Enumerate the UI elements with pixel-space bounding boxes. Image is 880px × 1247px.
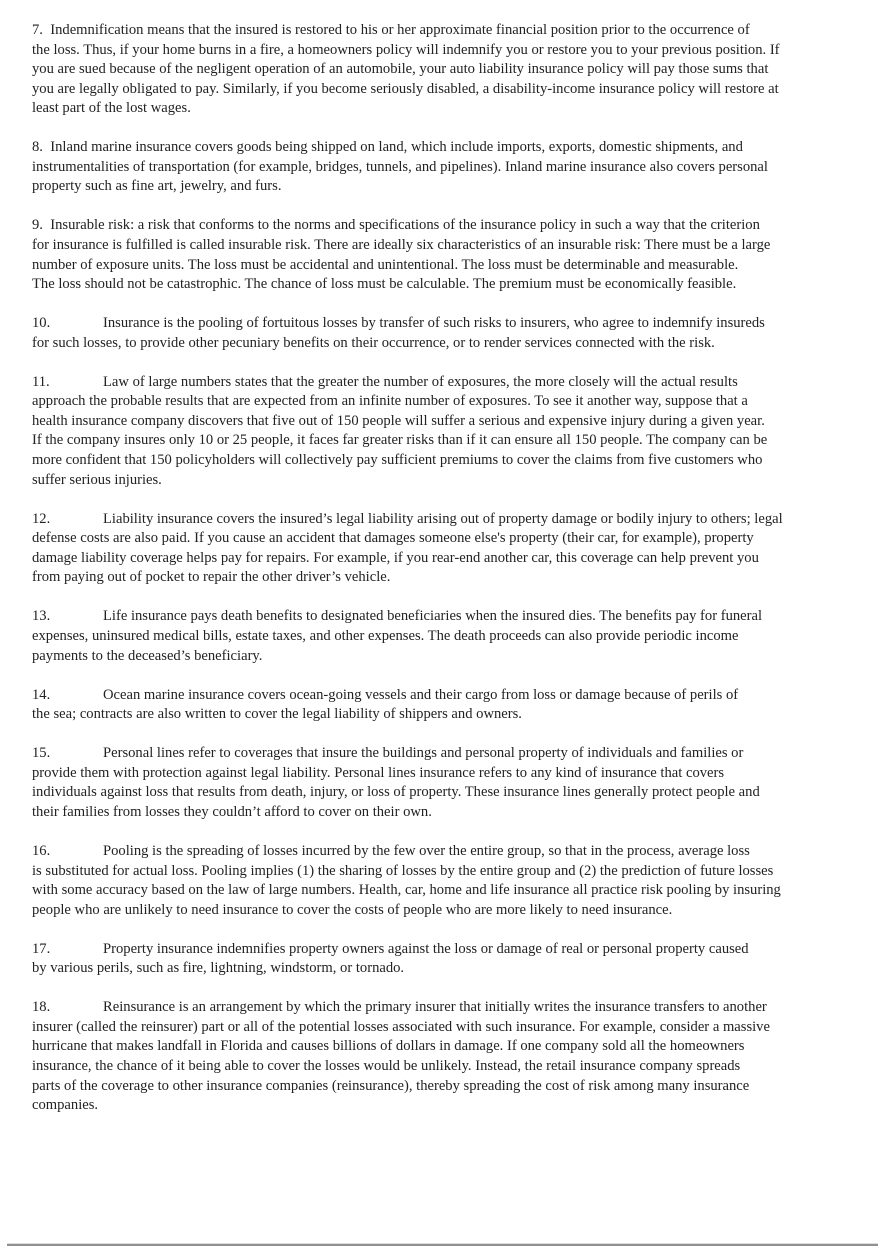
text-line (32, 940, 802, 960)
paragraph-number: 8. (32, 139, 43, 156)
line-text: you are legally obligated to pay. Similarly, if you become seriously disabled, a disability-income insurance policy will restore at (32, 80, 779, 97)
numbered-paragraph (32, 373, 802, 490)
numbered-paragraph (32, 842, 802, 920)
text-line (32, 959, 802, 979)
text-line (32, 60, 802, 80)
text-line (32, 549, 802, 569)
line-text: expenses, uninsured medical bills, estate taxes, and other expenses. The death proceeds can also provide periodic income (32, 627, 739, 644)
text-line (32, 627, 802, 647)
line-text: least part of the lost wages. (32, 100, 191, 117)
line-text: their families from losses they couldn’t afford to cover on their own. (32, 803, 432, 820)
text-line (32, 314, 802, 334)
paragraph-number: 14. (32, 686, 51, 703)
line-text: defense costs are also paid. If you cause an accident that damages someone else's property (their car, for example), property (32, 530, 754, 547)
numbered-paragraph (32, 510, 802, 588)
paragraph-number: 9. (32, 217, 43, 234)
line-text: approach the probable results that are expected from an infinite number of exposures. To see it another way, suppose that a (32, 393, 748, 410)
line-text: health insurance company discovers that five out of 150 people will suffer a serious and expensive injury during a given year. (32, 412, 765, 429)
text-line (32, 764, 802, 784)
text-line (32, 1018, 802, 1038)
text-line (32, 1037, 802, 1057)
line-text: individuals against loss that results from death, injury, or loss of property. These insurance lines generally protect people and (32, 784, 760, 801)
text-line (32, 529, 802, 549)
text-line (32, 256, 802, 276)
line-text: Liability insurance covers the insured’s legal liability arising out of property damage or bodily injury to others; legal (103, 510, 783, 527)
text-line (32, 392, 802, 412)
text-line (32, 451, 802, 471)
text-line (32, 881, 802, 901)
text-line (32, 41, 802, 61)
horizontal-scrollbar[interactable] (7, 1243, 878, 1246)
text-line (32, 568, 802, 588)
paragraph-number: 16. (32, 842, 51, 859)
text-line (32, 412, 802, 432)
numbered-paragraph (32, 314, 802, 353)
text-line (32, 647, 802, 667)
line-text: Insurable risk: a risk that conforms to the norms and specifications of the insurance policy in such a way that the criterion (50, 217, 760, 234)
text-line (32, 21, 802, 41)
line-text: payments to the deceased’s beneficiary. (32, 647, 263, 664)
line-text: Personal lines refer to coverages that insure the buildings and personal property of individuals and families or (103, 745, 744, 762)
line-text: by various perils, such as fire, lightning, windstorm, or tornado. (32, 960, 405, 977)
paragraph-number: 10. (32, 315, 51, 332)
line-text: Life insurance pays death benefits to designated beneficiaries when the insured dies. The benefits pay for funeral (103, 608, 763, 625)
line-text: companies. (32, 1097, 99, 1114)
line-text: Reinsurance is an arrangement by which the primary insurer that initially writes the insurance transfers to another (103, 999, 767, 1016)
line-text: number of exposure units. The loss must be accidental and unintentional. The loss must be determinable and measurable. (32, 256, 739, 273)
numbered-paragraph (32, 138, 802, 197)
line-text: people who are unlikely to need insurance to cover the costs of people who are more likely to need insurance. (32, 901, 673, 918)
line-text: instrumentalities of transportation (for example, bridges, tunnels, and pipelines). Inland marine insurance also covers personal (32, 158, 768, 175)
numbered-paragraph (32, 21, 802, 119)
paragraph-number: 12. (32, 510, 51, 527)
line-text: is substituted for actual loss. Pooling implies (1) the sharing of losses by the entire group and (2) the prediction of future losses (32, 862, 774, 879)
text-line (32, 158, 802, 178)
line-text: Pooling is the spreading of losses incurred by the few over the entire group, so that in the process, average loss (103, 842, 750, 859)
line-text: The loss should not be catastrophic. The chance of loss must be calculable. The premium must be economically feasible. (32, 276, 737, 293)
text-line (32, 99, 802, 119)
text-line (32, 138, 802, 158)
text-line (32, 1057, 802, 1077)
line-text: insurance, the chance of it being able to cover the losses would be unlikely. Instead, the retail insurance company spreads (32, 1057, 741, 1074)
text-line (32, 998, 802, 1018)
line-text: with some accuracy based on the law of large numbers. Health, car, home and life insurance all practice risk pooling by insuring (32, 882, 781, 899)
line-text: suffer serious injuries. (32, 471, 162, 488)
text-line (32, 862, 802, 882)
paragraph-number: 17. (32, 940, 51, 957)
text-line (32, 216, 802, 236)
numbered-paragraph (32, 607, 802, 666)
text-line (32, 901, 802, 921)
numbered-paragraph (32, 686, 802, 725)
numbered-paragraph (32, 998, 802, 1115)
line-text: Indemnification means that the insured is restored to his or her approximate financial position prior to the occurrence of (50, 22, 750, 38)
paragraph-number: 15. (32, 745, 51, 762)
line-text: Property insurance indemnifies property owners against the loss or damage of real or personal property caused (103, 940, 749, 957)
paragraph-number: 11. (32, 373, 50, 390)
numbered-paragraph (32, 744, 802, 822)
line-text: provide them with protection against legal liability. Personal lines insurance refers to any kind of insurance that covers (32, 764, 725, 781)
line-text: you are sued because of the negligent operation of an automobile, your auto liability insurance policy will pay those sums that (32, 61, 769, 78)
text-line (32, 236, 802, 256)
line-text: the sea; contracts are also written to cover the legal liability of shippers and owners. (32, 706, 522, 723)
line-text: Law of large numbers states that the greater the number of exposures, the more closely will the actual results (103, 373, 738, 390)
line-text: the loss. Thus, if your home burns in a fire, a homeowners policy will indemnify you or restore you to your previous position. If (32, 41, 780, 58)
text-line (32, 783, 802, 803)
text-line (32, 842, 802, 862)
numbered-paragraph (32, 940, 802, 979)
line-text: parts of the coverage to other insurance companies (reinsurance), thereby spreading the cost of risk among many insurance (32, 1077, 750, 1094)
line-text: from paying out of pocket to repair the other driver’s vehicle. (32, 569, 391, 586)
text-line (32, 275, 802, 295)
line-text: damage liability coverage helps pay for repairs. For example, if you rear-end another car, this coverage can help prevent you (32, 549, 759, 566)
paragraph-number: 7. (32, 22, 43, 38)
line-text: for insurance is fulfilled is called insurable risk. There are ideally six characteristics of an insurable risk: There must be a large (32, 237, 771, 254)
text-line (32, 471, 802, 491)
line-text: hurricane that makes landfall in Florida and causes billions of dollars in damage. If one company sold all the homeowners (32, 1038, 745, 1055)
numbered-paragraph (32, 216, 802, 294)
paragraph-number: 18. (32, 999, 51, 1016)
text-line (32, 744, 802, 764)
text-line (32, 1077, 802, 1097)
text-line (32, 1096, 802, 1116)
text-line (32, 80, 802, 100)
line-text: Ocean marine insurance covers ocean-going vessels and their cargo from loss or damage because of perils of (103, 686, 739, 703)
line-text: If the company insures only 10 or 25 people, it faces far greater risks than if it can ensure all 150 people. The company can be (32, 432, 768, 449)
paragraph-number: 13. (32, 608, 51, 625)
line-text: for such losses, to provide other pecuniary benefits on their occurrence, or to render services connected with the risk. (32, 334, 715, 351)
text-line (32, 510, 802, 530)
line-text: property such as fine art, jewelry, and furs. (32, 178, 282, 195)
document-body (32, 21, 802, 1135)
line-text: insurer (called the reinsurer) part or all of the potential losses associated with such insurance. For example, consider a massive (32, 1018, 770, 1035)
text-line (32, 607, 802, 627)
text-line (32, 177, 802, 197)
text-line (32, 334, 802, 354)
text-line (32, 803, 802, 823)
line-text: Insurance is the pooling of fortuitous losses by transfer of such risks to insurers, who agree to indemnify insureds (103, 315, 765, 332)
line-text: more confident that 150 policyholders will collectively pay sufficient premiums to cover the claims from five customers who (32, 452, 763, 469)
text-line (32, 431, 802, 451)
text-line (32, 705, 802, 725)
text-line (32, 373, 802, 393)
text-line (32, 686, 802, 706)
line-text: Inland marine insurance covers goods being shipped on land, which include imports, exports, domestic shipments, and (50, 139, 743, 156)
